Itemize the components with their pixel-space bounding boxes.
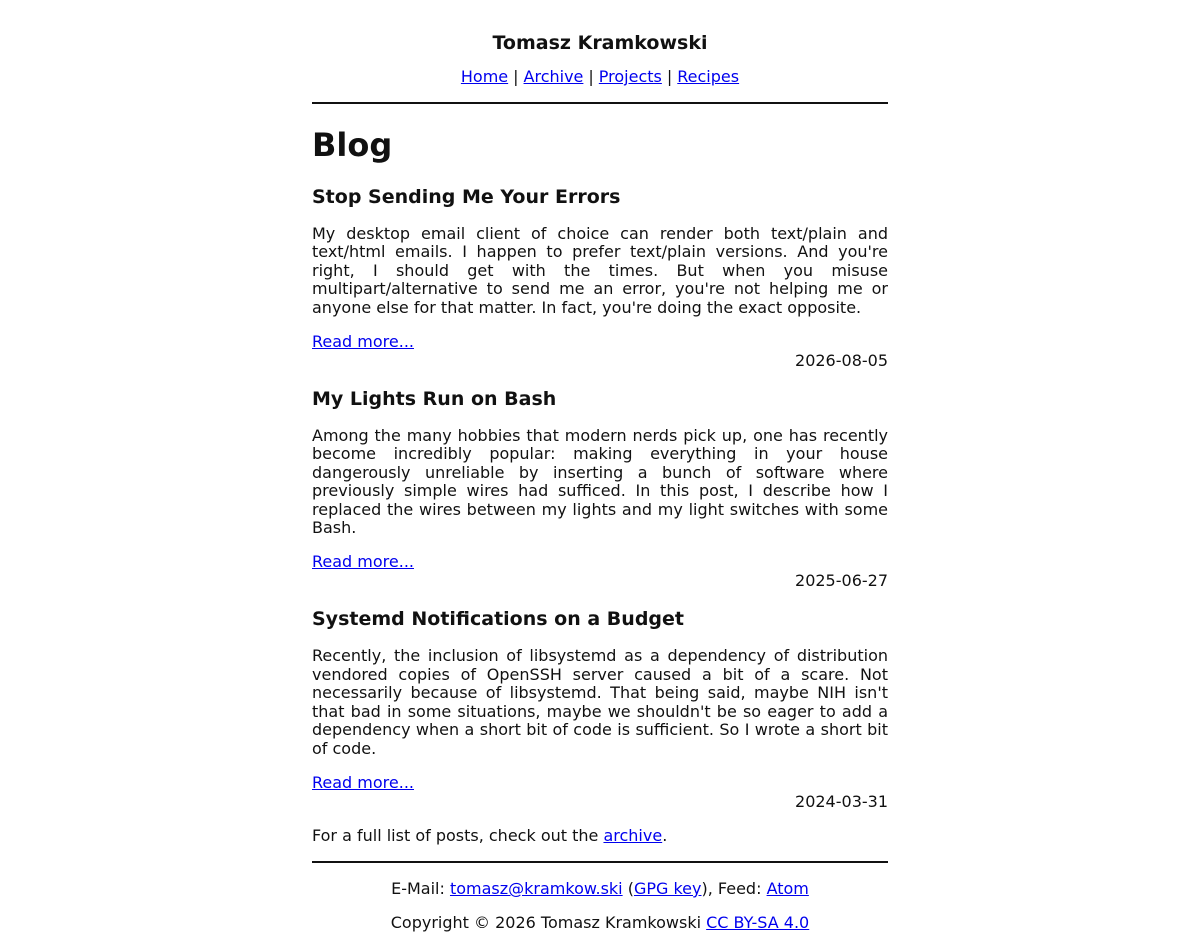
gpg-key-link[interactable]: GPG key [633,878,702,898]
page-container [312,0,888,932]
site-header [312,0,888,87]
copyright-line [312,913,888,932]
page-title: Blog [312,126,393,164]
post-item [312,185,888,370]
post-title: Systemd Notifications on a Budget [312,608,684,631]
archive-note-text: For a full list of posts, check out the [312,825,604,845]
post-excerpt: Recently, the inclusion of libsystemd as a dependency of distribution vendored copies of OpenSSH server caused a bit of a scare. Not necessarily because of libsystemd. That being said, maybe NIH isn't that bad in some situations, maybe we shouldn't be so eager to add a dependency when a short bit of code is sufficient. So I wrote a short bit of code. [312,646,888,758]
open-paren: ( [622,878,634,898]
nav-link-recipes[interactable]: Recipes [677,67,740,86]
post-date: 2026-08-05 [795,351,888,371]
nav-separator: | [588,67,594,86]
archive-note [312,826,888,845]
post-excerpt: Among the many hobbies that modern nerds pick up, one has recently become incredibly popular: making everything in your house dangerously unreliable by inserting a bunch of software where previously simple wires had sufficed. In this post, I describe how I replaced the wires between my lights and my light switches with some Bash. [312,426,888,538]
nav-link-projects[interactable]: Projects [598,67,662,86]
archive-link[interactable]: archive [603,825,663,845]
post-item [312,387,888,590]
post-title: Stop Sending Me Your Errors [312,186,621,208]
post-date: 2024-03-31 [795,791,888,811]
post-date: 2025-06-27 [795,571,888,591]
read-more-link[interactable]: Read more... [312,332,414,352]
email-link[interactable]: tomasz@kramkow.ski [449,878,623,898]
feed-label: ), Feed: [701,878,767,898]
nav-link-home[interactable]: Home [460,67,509,86]
footer-divider [312,861,888,863]
nav-separator: | [513,67,519,86]
atom-feed-link[interactable]: Atom [766,878,809,898]
read-more-link[interactable]: Read more... [312,552,414,572]
site-nav [312,67,888,87]
post-title: My Lights Run on Bash [312,388,557,411]
site-footer [312,879,888,932]
license-link[interactable]: CC BY-SA 4.0 [706,912,810,932]
main-content [312,126,888,845]
read-more-link[interactable]: Read more... [312,772,414,792]
copyright-text: Copyright © 2026 Tomasz Kramkowski [390,912,707,932]
header-divider [312,102,888,104]
post-excerpt: My desktop email client of choice can render both text/plain and text/html emails. I happen to prefer text/plain versions. And you're right, I should get with the times. But when you misuse multipart/alternative to send me an error, you're not helping me or anyone else for that matter. In fact, you're doing the exact opposite. [312,224,888,317]
post-item [312,607,888,810]
email-label: E-Mail: [391,878,450,898]
site-title: Tomasz Kramkowski [492,32,708,54]
nav-link-archive[interactable]: Archive [523,67,584,86]
contact-line [312,879,888,898]
nav-separator: | [666,67,673,86]
archive-note-period: . [662,825,668,845]
